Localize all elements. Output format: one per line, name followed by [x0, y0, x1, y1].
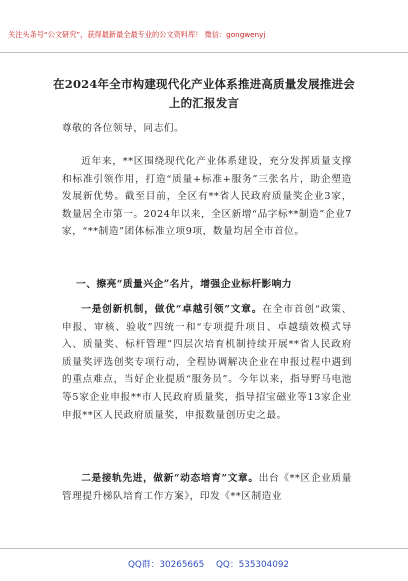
- point2-body: 出台《**区企业质量管理提升梯队培育工作方案》，印发《**区制造业: [62, 473, 352, 502]
- footer-qq-contact: QQ：535304092: [216, 560, 290, 570]
- document-title-line1: 在2024年全市构建现代化产业体系推进高质量发展推进会: [53, 77, 355, 91]
- greeting: 尊敬的各位领导，同志们。: [62, 123, 185, 134]
- section1-heading: 一、擦亮“质量兴企”名片，增强企业标杆影响力: [76, 279, 293, 290]
- point1-paragraph: [62, 301, 352, 424]
- point2-paragraph: [62, 470, 352, 505]
- point1-lead: 一是创新机制，做优“卓越引领”文章。: [81, 304, 263, 315]
- footer-bar: [0, 548, 408, 581]
- header-bar: [0, 0, 408, 53]
- header-notice: 关注头条号“公文研究”，获得最新最全最专业的公文资料库！ 微信：gongwenyj: [8, 30, 266, 39]
- document-title-line2: 上的汇报发言: [168, 96, 240, 110]
- intro-paragraph: 近年来，**区围绕现代化产业体系建设，充分发挥质量支撑和标准引领作用，打造“质量+标准+服务”三张名片，助企塑造发展新优势。截至目前，全区有**省人民政府质量奖企业3家，数量居全市第一。2024年以来，全区新增“品字标**制造”企业7家，“**制造”团体标准立项9项，数量均居全市首位。: [62, 156, 352, 238]
- point1-body: 在全市首创“政策、申报、审核、验收”四统一和“专项提升项目、卓越绩效模式导入、质量奖、标杆管理”四层次培育机制持续开展**省人民政府质量奖评选创奖专项行动，全程协调解决企业在申报过程中遇到的重点难点，当好企业提质“服务员”。今年以来，指导野马电池等5家企业申报**市人民政府质量奖，指导招宝磁业等13家企业申报**区人民政府质量奖，申报数量创历史之最。: [62, 304, 352, 421]
- point2-lead: 二是接轨先进，做新“动态培育”文章。: [81, 473, 259, 484]
- footer-qq-group: QQ群：30265665: [128, 560, 205, 570]
